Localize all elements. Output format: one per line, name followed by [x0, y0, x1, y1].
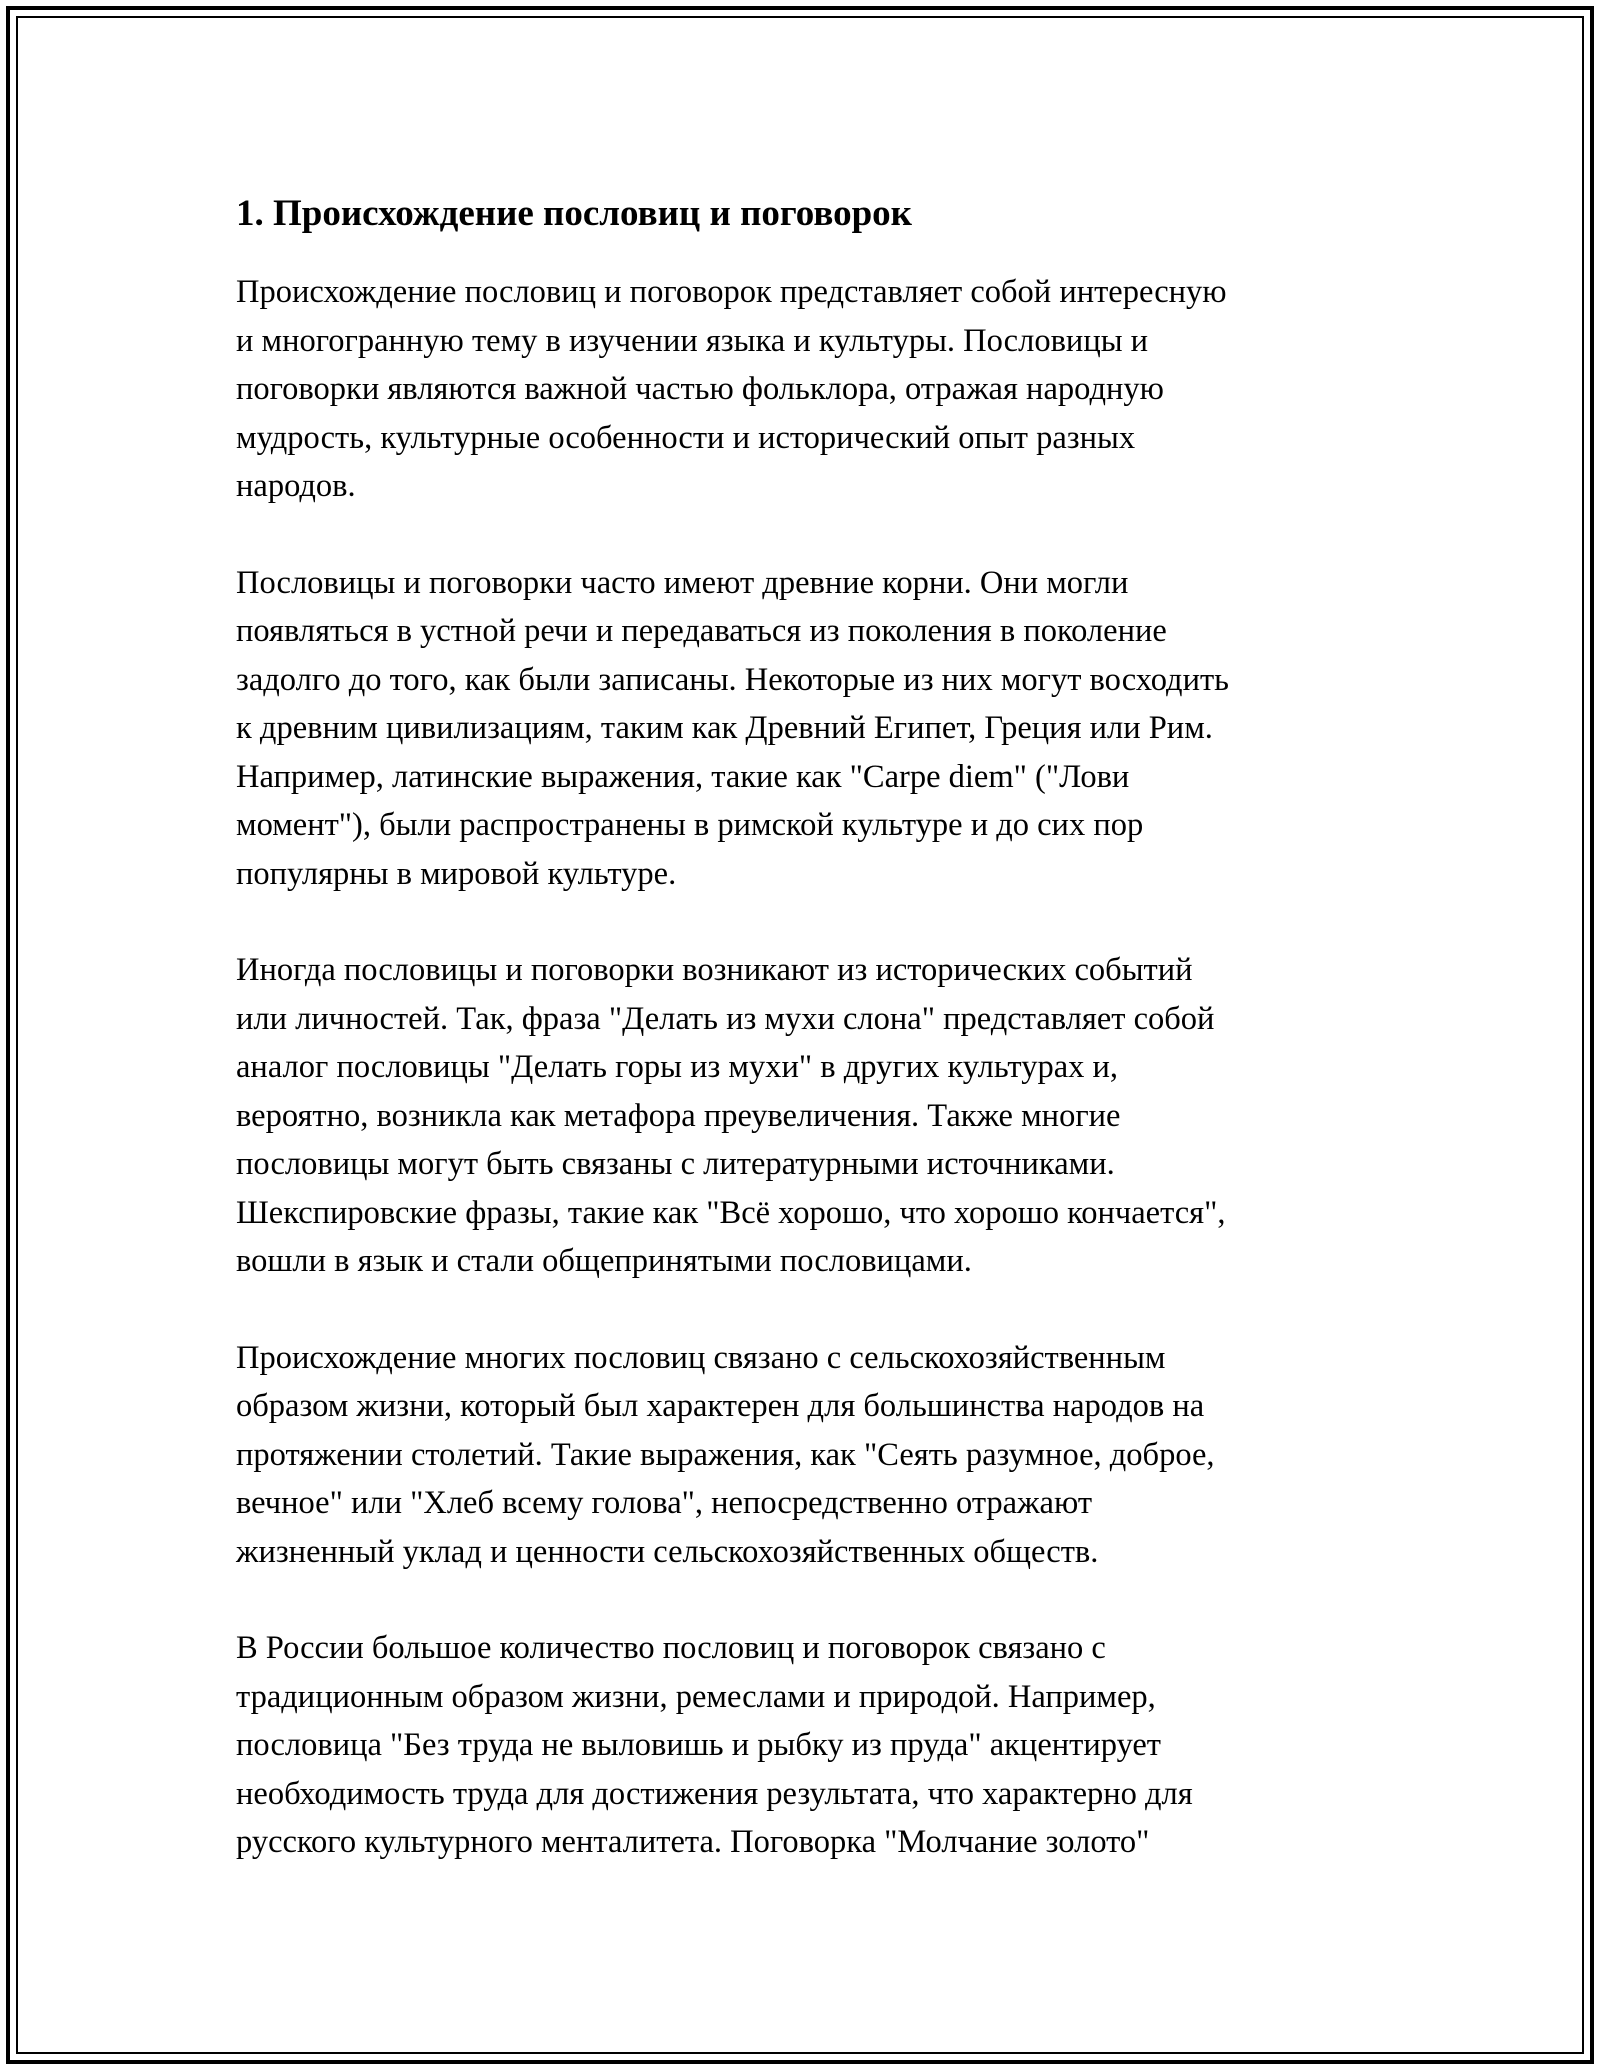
text-line: вероятно, возникла как метафора преувеличения. Также многие	[236, 1097, 1121, 1134]
text-line: необходимость труда для достижения результата, что характерно для	[236, 1775, 1193, 1812]
text-line: задолго до того, как были записаны. Некоторые из них могут восходить	[236, 661, 1229, 698]
text-line: жизненный уклад и ценности сельскохозяйственных обществ.	[236, 1533, 1099, 1570]
document-body	[236, 186, 1366, 1915]
paragraph-agricultural-life	[236, 1334, 1366, 1577]
paragraph-historical-events	[236, 946, 1366, 1286]
text-line: популярны в мировой культуре.	[236, 855, 677, 892]
text-line: появляться в устной речи и передаваться из поколения в поколение	[236, 613, 1167, 649]
text-line: пословица "Без труда не выловишь и рыбку из пруда" акцентирует	[236, 1727, 1162, 1763]
text-line: народов.	[236, 468, 356, 504]
text-line: момент"), были распространены в римской культуре и до сих пор	[236, 807, 1144, 843]
text-line: Происхождение многих пословиц связано с сельскохозяйственным	[236, 1339, 1166, 1376]
text-line: пословицы могут быть связаны с литературными источниками.	[236, 1146, 1115, 1182]
paragraph-ancient-roots	[236, 559, 1366, 899]
text-line: Иногда пословицы и поговорки возникают из исторических событий	[236, 952, 1193, 988]
text-line: к древним цивилизациям, таким как Древний Египет, Греция или Рим.	[236, 710, 1213, 746]
text-line: образом жизни, который был характерен для большинства народов на	[236, 1388, 1205, 1424]
text-line: Пословицы и поговорки часто имеют древние корни. Они могли	[236, 564, 1129, 601]
text-line: аналог пословицы "Делать горы из мухи" в других культурах и,	[236, 1049, 1119, 1085]
text-line: поговорки являются важной частью фольклора, отражая народную	[236, 371, 1164, 407]
text-line: Шекспировские фразы, такие как "Всё хорошо, что хорошо кончается",	[236, 1194, 1226, 1231]
text-line: вошли в язык и стали общепринятыми пословицами.	[236, 1243, 972, 1279]
text-line: Например, латинские выражения, такие как "Carpe diem" ("Лови	[236, 758, 1130, 795]
text-line: Происхождение пословиц и поговорок представляет собой интересную	[236, 274, 1227, 310]
text-line: традиционным образом жизни, ремеслами и природой. Например,	[236, 1678, 1156, 1715]
section-heading: 1. Происхождение пословиц и поговорок	[236, 193, 912, 234]
text-line: и многогранную тему в изучении языка и культуры. Пословицы и	[236, 322, 1149, 359]
paragraph-origins-intro	[236, 268, 1366, 511]
paragraph-russia	[236, 1624, 1366, 1867]
text-line: В России большое количество пословиц и поговорок связано с	[236, 1630, 1106, 1666]
text-line: мудрость, культурные особенности и исторический опыт разных	[236, 419, 1136, 456]
text-line: русского культурного менталитета. Поговорка "Молчание золото"	[236, 1824, 1150, 1860]
text-line: протяжении столетий. Такие выражения, как "Сеять разумное, доброе,	[236, 1436, 1215, 1473]
text-line: вечное" или "Хлеб всему голова", непосредственно отражают	[236, 1485, 1093, 1521]
text-line: или личностей. Так, фраза "Делать из мухи слона" представляет собой	[236, 1000, 1215, 1037]
